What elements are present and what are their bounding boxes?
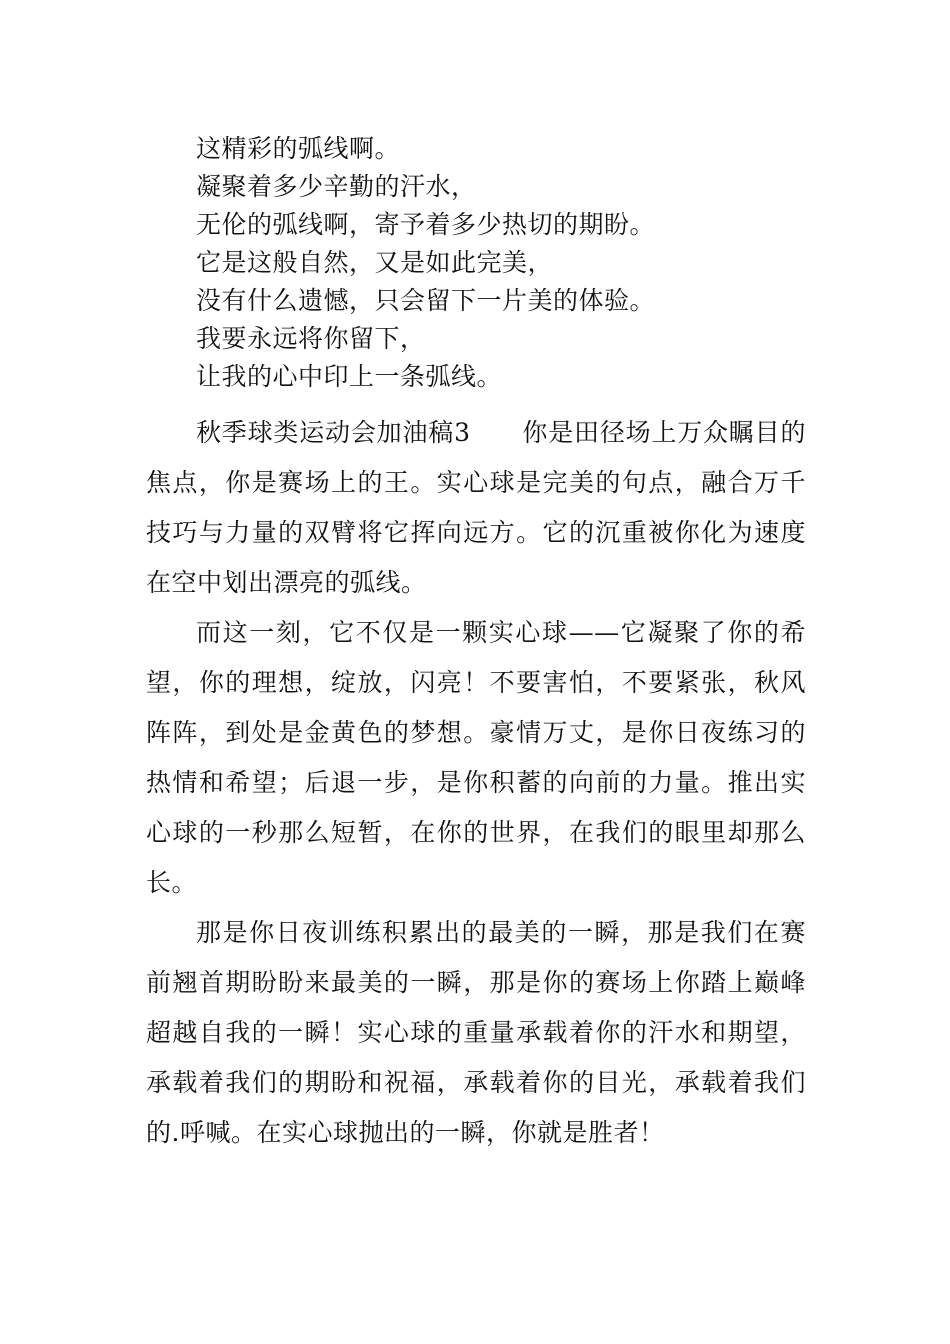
poem-line: 没有什么遗憾，只会留下一片美的体验。 — [196, 286, 656, 315]
poem-line: 它是这般自然，又是如此完美， — [196, 248, 554, 277]
poem-line: 这精彩的弧线啊。 — [196, 134, 401, 163]
paragraph: 秋季球类运动会加油稿3 你是田径场上万众瞩目的焦点，你是赛场上的王。实心球是完美的句点，融合万千技巧与力量的双臂将它挥向远方。它的沉重被你化为速度在空中划出漂亮的弧线。 — [146, 418, 806, 597]
poem-line: 凝聚着多少辛勤的汗水， — [196, 172, 477, 201]
poem-line: 无伦的弧线啊，寄予着多少热切的期盼。 — [196, 210, 656, 239]
poem-line: 让我的心中印上一条弧线。 — [196, 362, 503, 391]
paragraph: 而这一刻，它不仅是一颗实心球——它凝聚了你的希望，你的理想，绽放，闪亮！不要害怕，不要紧张，秋风阵阵，到处是金黄色的梦想。豪情万丈，是你日夜练习的热情和希望；后退一步，是你积蓄的向前的力量。推出实心球的一秒那么短暂，在你的世界，在我们的眼里却那么长。 — [146, 618, 806, 897]
document-body — [146, 130, 806, 1158]
paragraph: 那是你日夜训练积累出的最美的一瞬，那是我们在赛前翘首期盼盼来最美的一瞬，那是你的赛场上你踏上巅峰超越自我的一瞬！实心球的重量承载着你的汗水和期望，承载着我们的期盼和祝福，承载着你的目光，承载着我们的.呼喊。在实心球抛出的一瞬，你就是胜者！ — [146, 918, 806, 1147]
poem-line: 我要永远将你留下， — [196, 324, 426, 353]
